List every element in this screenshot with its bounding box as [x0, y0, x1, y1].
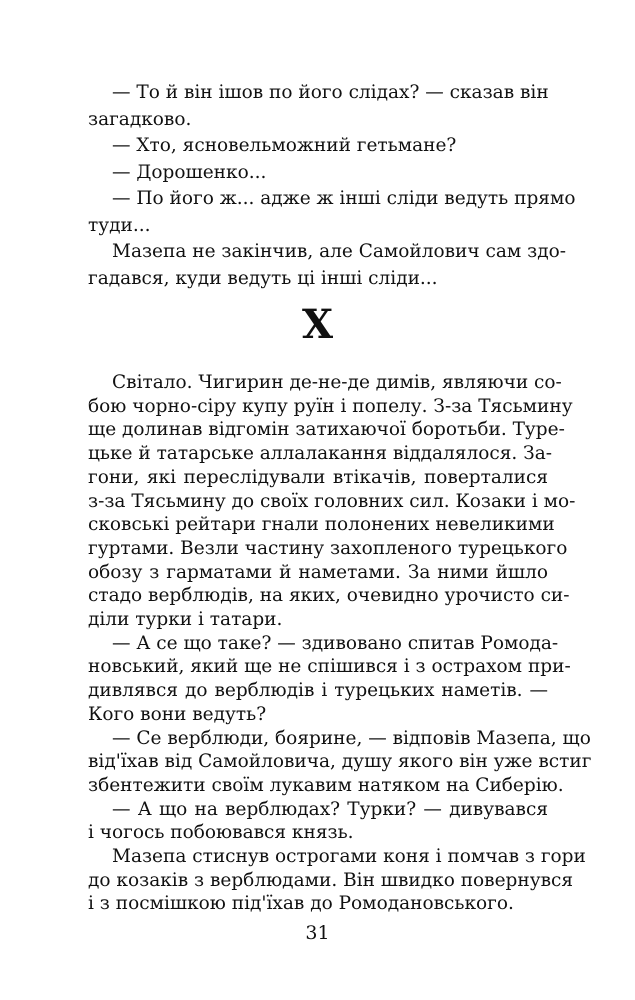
text-line: новський, який ще не спішився і з острахом при- — [88, 656, 571, 678]
text-line: сковські рейтари гнали полонених невеликими — [88, 514, 555, 536]
text-line: ще долинав відгомін затихаючої боротьби. Туре- — [88, 419, 565, 441]
text-line: і чогось побоювався князь. — [88, 822, 354, 844]
text-line: від'їхав від Самойловича, душу якого він уже встиг — [88, 751, 592, 773]
text-line: гони, які переслідували втікачів, поверталися — [88, 466, 548, 488]
text-line: Світало. Чигирин де-не-де димів, являючи со- — [112, 372, 562, 393]
text-line: з-за Тясьмину до своїх головних сил. Козаки і мо- — [88, 490, 576, 512]
text-line: — А що на верблюдах? Турки? — дивувався — [112, 798, 548, 820]
chapter-heading: X — [301, 301, 334, 348]
text-line: — Дорошенко... — [112, 161, 267, 183]
text-line: — Хто, ясновельможний гетьмане? — [112, 135, 457, 156]
text-line: загадково. — [88, 108, 192, 130]
text-line: туди... — [88, 214, 151, 236]
page-number: 31 — [305, 922, 330, 944]
text-line: — То й він ішов по його слідах? — сказав він — [112, 82, 549, 103]
text-line: гадався, куди ведуть ці інші сліди... — [88, 267, 438, 289]
text-line: діли турки і татари. — [88, 609, 283, 630]
text-line: — А се що таке? — здивовано спитав Ромода- — [112, 632, 559, 654]
text-line: стадо верблюдів, на яких, очевидно урочисто си- — [88, 585, 570, 607]
text-line: і з посмішкою під'їхав до Ромодановського. — [88, 893, 514, 915]
text-line: Мазепа стиснув острогами коня і помчав з гори — [112, 846, 586, 867]
text-line: Кого вони ведуть? — [88, 703, 267, 725]
text-line: — По його ж... адже ж інші сліди ведуть прямо — [112, 188, 576, 209]
text-line: гуртами. Везли частину захопленого турецького — [88, 537, 568, 559]
text-line: до козаків з верблюдами. Він швидко повернувся — [88, 869, 574, 891]
text-line: — Се верблюди, боярине, — відповів Мазепа, що — [112, 727, 591, 749]
text-line: збентежити своїм лукавим натяком на Сиберію. — [88, 774, 564, 796]
text-line: цьке й татарське аллалакання віддалялося. За- — [88, 443, 552, 465]
text-line: обозу з гарматами й наметами. За ними йшло — [88, 561, 548, 583]
text-line: дивлявся до верблюдів і турецьких наметів. — — [88, 680, 548, 702]
text-line: бою чорно-сіру купу руїн і попелу. З-за Тясьмину — [88, 395, 573, 417]
text-line: Мазепа не закінчив, але Самойлович сам здо- — [112, 241, 567, 262]
